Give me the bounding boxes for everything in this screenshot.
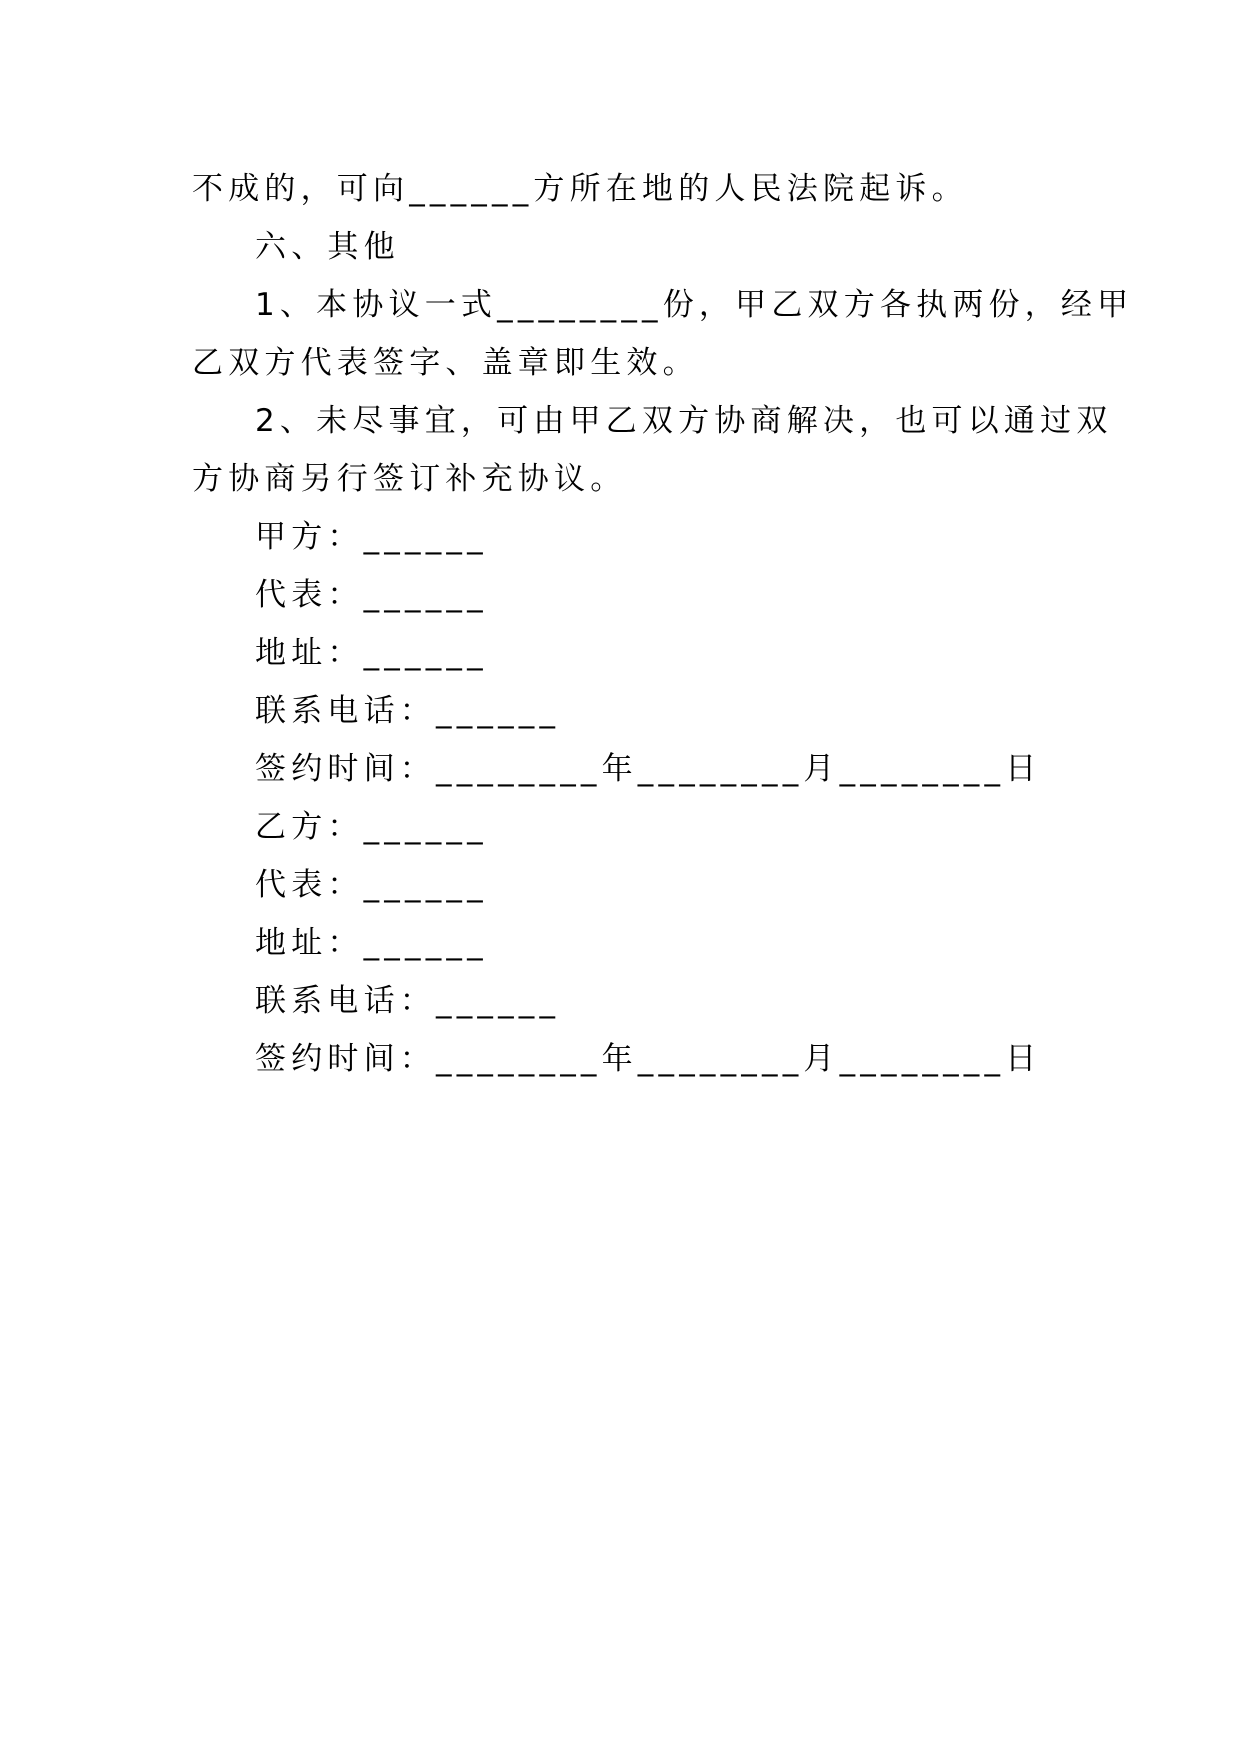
party-a-representative-field: 代表：______ bbox=[255, 577, 488, 613]
party-a-address-field: 地址：______ bbox=[255, 635, 488, 671]
clause-copies: 1、本协议一式________份，甲乙双方各执两份，经甲 bbox=[255, 287, 1134, 323]
party-b-address-field: 地址：______ bbox=[255, 925, 488, 961]
party-a-name-field: 甲方：______ bbox=[255, 519, 488, 555]
clause-unresolved-matters-continued: 方协商另行签订补充协议。 bbox=[192, 461, 627, 497]
party-b-name-field: 乙方：______ bbox=[255, 809, 488, 845]
clause-copies-continued: 乙双方代表签字、盖章即生效。 bbox=[192, 345, 699, 381]
section-heading-other: 六、其他 bbox=[255, 229, 400, 265]
party-b-signing-date-field: 签约时间：________年________月________日 bbox=[255, 1041, 1042, 1077]
party-b-representative-field: 代表：______ bbox=[255, 867, 488, 903]
clause-court-jurisdiction: 不成的，可向______方所在地的人民法院起诉。 bbox=[192, 171, 968, 207]
party-b-phone-field: 联系电话：______ bbox=[255, 983, 561, 1019]
party-a-phone-field: 联系电话：______ bbox=[255, 693, 561, 729]
clause-unresolved-matters: 2、未尽事宜，可由甲乙双方协商解决，也可以通过双 bbox=[255, 403, 1113, 439]
document-body bbox=[192, 160, 1134, 1088]
party-a-signing-date-field: 签约时间：________年________月________日 bbox=[255, 751, 1042, 787]
